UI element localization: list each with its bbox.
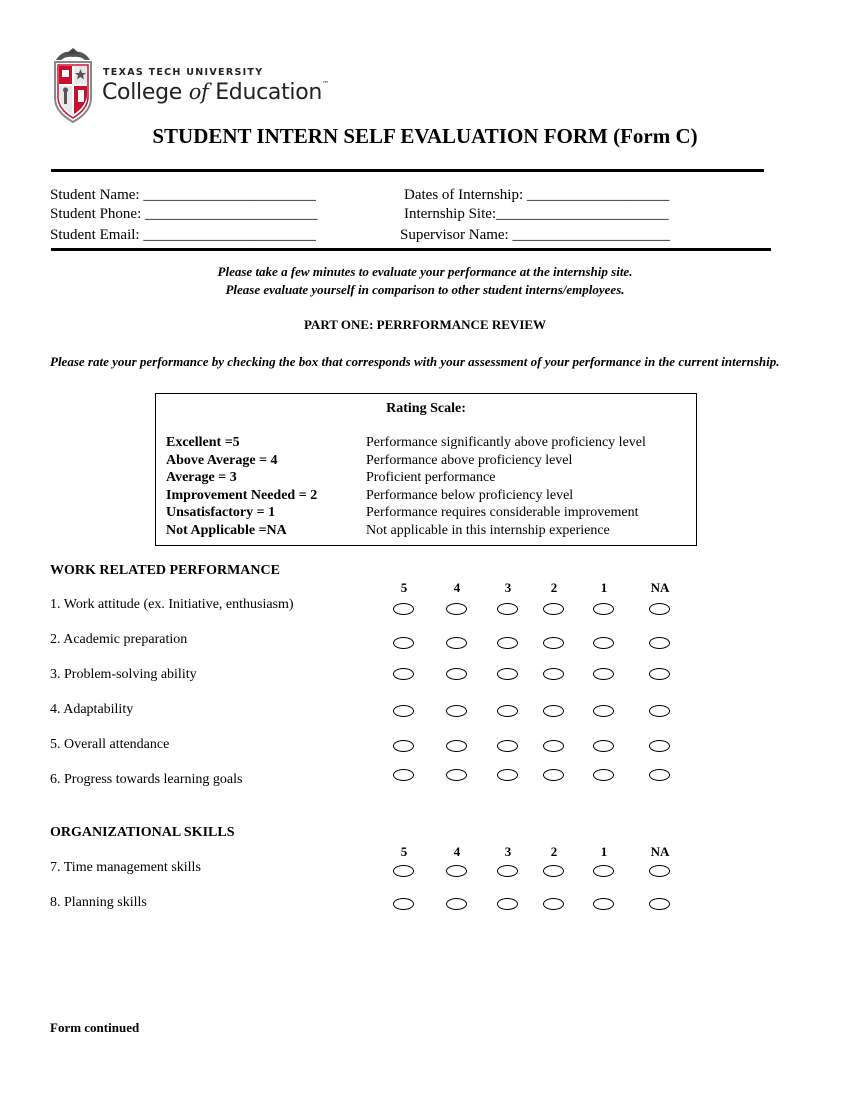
- rating-scale-heading: Rating Scale:: [386, 401, 466, 416]
- rating-option-bubble[interactable]: [446, 603, 467, 615]
- rating-column-header: 5: [400, 844, 408, 859]
- logo-college-name: College of Education™: [102, 80, 329, 105]
- rating-option-bubble[interactable]: [497, 740, 518, 752]
- rating-option-bubble[interactable]: [649, 769, 670, 781]
- rating-option-bubble[interactable]: [543, 705, 564, 717]
- rating-option-bubble[interactable]: [393, 705, 414, 717]
- rating-option-bubble[interactable]: [649, 865, 670, 877]
- rating-column-header: 2: [550, 580, 558, 595]
- rating-option-bubble[interactable]: [393, 740, 414, 752]
- rating-option-bubble[interactable]: [393, 865, 414, 877]
- rating-option-bubble[interactable]: [497, 705, 518, 717]
- rating-option-bubble[interactable]: [649, 705, 670, 717]
- section-title: WORK RELATED PERFORMANCE: [50, 563, 280, 578]
- rating-column-header: NA: [650, 844, 670, 859]
- form-title: STUDENT INTERN SELF EVALUATION FORM (Form C): [152, 124, 698, 148]
- rating-scale-label: Unsatisfactory = 1: [166, 505, 276, 521]
- rating-option-bubble[interactable]: [497, 865, 518, 877]
- rating-scale-label: Not Applicable =NA: [166, 523, 287, 538]
- rating-option-bubble[interactable]: [593, 769, 614, 781]
- rating-scale-label: Average = 3: [166, 470, 237, 486]
- rating-option-bubble[interactable]: [393, 637, 414, 649]
- rating-option-bubble[interactable]: [543, 898, 564, 910]
- rating-option-bubble[interactable]: [649, 637, 670, 649]
- rating-option-bubble[interactable]: [497, 637, 518, 649]
- rating-scale-label: Above Average = 4: [166, 452, 278, 468]
- rating-option-bubble[interactable]: [393, 898, 414, 910]
- rating-scale-description: Performance below proficiency level: [366, 487, 574, 503]
- rating-column-header: 1: [600, 844, 608, 859]
- rating-option-bubble[interactable]: [446, 637, 467, 649]
- rating-option-bubble[interactable]: [446, 865, 467, 877]
- rating-option-bubble[interactable]: [649, 898, 670, 910]
- rating-scale-box: [155, 393, 697, 546]
- rating-option-bubble[interactable]: [593, 740, 614, 752]
- rating-option-bubble[interactable]: [593, 637, 614, 649]
- internship-site-field[interactable]: Internship Site:_______________________: [404, 206, 669, 222]
- rating-option-bubble[interactable]: [393, 769, 414, 781]
- rating-option-bubble[interactable]: [543, 603, 564, 615]
- evaluation-item-label: 5. Overall attendance: [50, 737, 170, 752]
- evaluation-item-label: 2. Academic preparation: [50, 632, 188, 647]
- rating-column-header: 3: [504, 580, 512, 595]
- rating-option-bubble[interactable]: [593, 603, 614, 615]
- rating-column-header: NA: [650, 580, 670, 595]
- supervisor-name-field[interactable]: Supervisor Name: _____________________: [400, 227, 670, 243]
- part-one-title: PART ONE: PERRFORMANCE REVIEW: [303, 317, 547, 332]
- internship-dates-field[interactable]: Dates of Internship: ___________________: [404, 187, 670, 203]
- rating-scale-description: Performance significantly above proficiency level: [366, 435, 646, 450]
- rating-option-bubble[interactable]: [446, 898, 467, 910]
- evaluation-item-label: 1. Work attitude (ex. Initiative, enthusiasm): [50, 597, 294, 612]
- rating-scale-label: Excellent =5: [166, 435, 240, 450]
- rating-option-bubble[interactable]: [497, 769, 518, 781]
- evaluation-item-label: 3. Problem-solving ability: [50, 667, 197, 682]
- rating-option-bubble[interactable]: [393, 603, 414, 615]
- rating-option-bubble[interactable]: [649, 740, 670, 752]
- rating-option-bubble[interactable]: [649, 603, 670, 615]
- logo-university-name: TEXAS TECH UNIVERSITY: [103, 67, 264, 78]
- evaluation-item-label: 6. Progress towards learning goals: [50, 772, 243, 787]
- student-phone-field[interactable]: Student Phone: _______________________: [50, 206, 318, 222]
- rating-option-bubble[interactable]: [497, 603, 518, 615]
- rating-option-bubble[interactable]: [593, 705, 614, 717]
- fields-divider: [51, 248, 771, 251]
- evaluation-item-label: 7. Time management skills: [50, 860, 201, 875]
- rating-column-header: 4: [453, 844, 461, 859]
- rating-column-header: 3: [504, 844, 512, 859]
- rating-option-bubble[interactable]: [446, 705, 467, 717]
- rating-option-bubble[interactable]: [543, 668, 564, 680]
- rating-option-bubble[interactable]: [543, 637, 564, 649]
- rating-option-bubble[interactable]: [446, 740, 467, 752]
- rating-option-bubble[interactable]: [497, 668, 518, 680]
- title-divider: [51, 169, 764, 172]
- student-name-field[interactable]: Student Name: _______________________: [50, 187, 316, 203]
- rating-instructions: Please rate your performance by checking the box that corresponds with your assessment of your performance in the current internship.: [50, 354, 780, 369]
- rating-option-bubble[interactable]: [446, 769, 467, 781]
- rating-option-bubble[interactable]: [593, 898, 614, 910]
- rating-option-bubble[interactable]: [543, 769, 564, 781]
- rating-scale-description: Not applicable in this internship experience: [366, 523, 610, 538]
- rating-option-bubble[interactable]: [593, 865, 614, 877]
- rating-option-bubble[interactable]: [543, 865, 564, 877]
- rating-column-header: 5: [400, 580, 408, 595]
- rating-column-header: 4: [453, 580, 461, 595]
- form-continued-note: Form continued: [50, 1020, 140, 1035]
- university-shield-logo: [52, 48, 94, 124]
- rating-option-bubble[interactable]: [593, 668, 614, 680]
- rating-option-bubble[interactable]: [543, 740, 564, 752]
- rating-scale-description: Proficient performance: [366, 470, 496, 486]
- rating-option-bubble[interactable]: [497, 898, 518, 910]
- rating-option-bubble[interactable]: [649, 668, 670, 680]
- rating-column-header: 1: [600, 580, 608, 595]
- rating-scale-label: Improvement Needed = 2: [166, 487, 318, 503]
- rating-column-header: 2: [550, 844, 558, 859]
- instruction-note-1: Please take a few minutes to evaluate your performance at the internship site.: [217, 264, 633, 279]
- instruction-note-2: Please evaluate yourself in comparison to other student interns/employees.: [225, 282, 625, 297]
- evaluation-item-label: 4. Adaptability: [50, 702, 134, 717]
- student-email-field[interactable]: Student Email: _______________________: [50, 227, 316, 243]
- rating-scale-description: Performance requires considerable improvement: [366, 505, 639, 521]
- rating-scale-description: Performance above proficiency level: [366, 452, 573, 468]
- section-title: ORGANIZATIONAL SKILLS: [50, 825, 235, 840]
- rating-option-bubble[interactable]: [446, 668, 467, 680]
- evaluation-item-label: 8. Planning skills: [50, 895, 147, 910]
- rating-option-bubble[interactable]: [393, 668, 414, 680]
